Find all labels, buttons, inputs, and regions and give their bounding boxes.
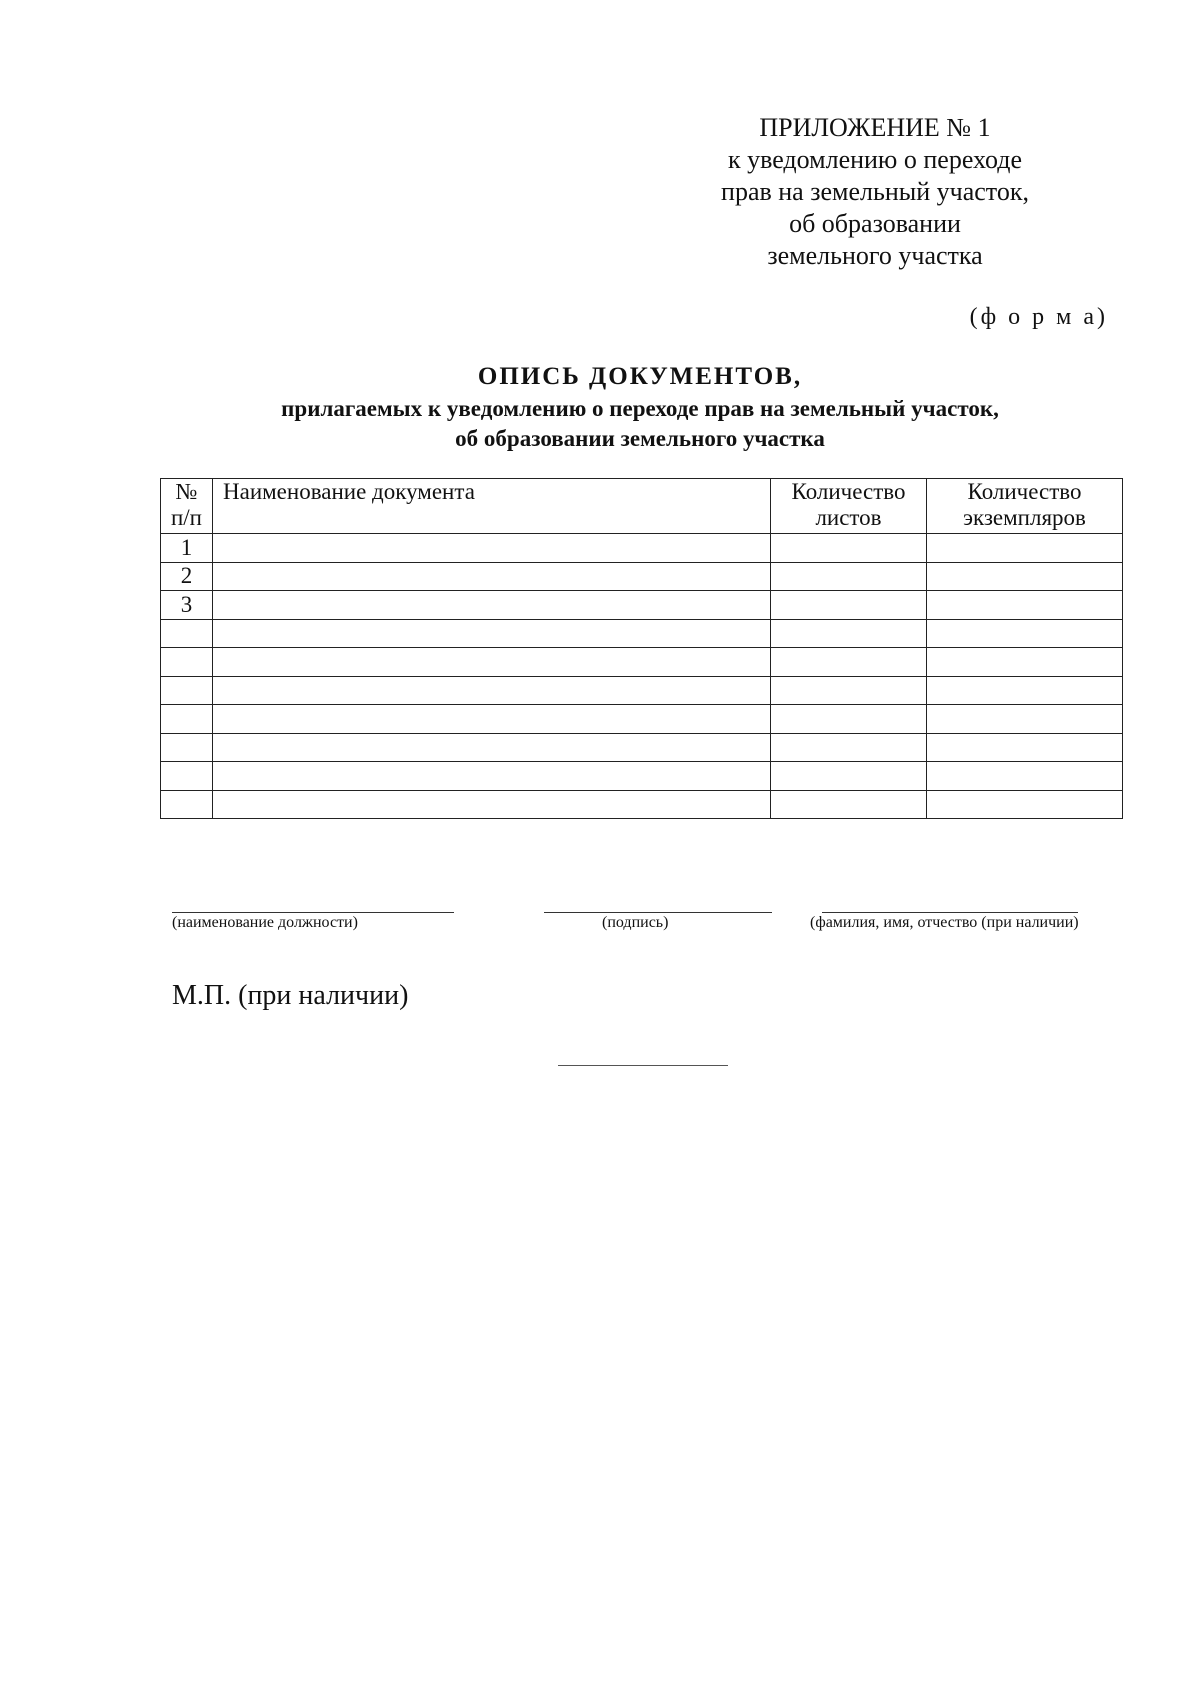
table-cell[interactable] xyxy=(927,534,1123,563)
table-row xyxy=(161,790,1123,819)
table-cell[interactable] xyxy=(927,591,1123,620)
document-heading xyxy=(160,360,1120,454)
table-cell[interactable] xyxy=(213,733,771,762)
appendix-line: к уведомлению о переходе xyxy=(727,145,1023,174)
column-header-number xyxy=(161,479,213,534)
table-row xyxy=(161,762,1123,791)
full-name-caption: (фамилия, имя, отчество (при наличии) xyxy=(810,914,1079,931)
row-number-cell[interactable] xyxy=(161,762,213,791)
row-number-cell[interactable] xyxy=(161,676,213,705)
column-header-line: № xyxy=(175,479,198,504)
column-header-document-name xyxy=(213,479,771,534)
appendix-line: ПРИЛОЖЕНИЕ № 1 xyxy=(759,113,991,142)
table-cell[interactable] xyxy=(771,705,927,734)
table-cell[interactable] xyxy=(927,762,1123,791)
table-cell[interactable] xyxy=(927,705,1123,734)
full-name-signature-line xyxy=(822,912,1078,913)
table-cell[interactable] xyxy=(213,762,771,791)
row-number-cell[interactable]: 2 xyxy=(161,562,213,591)
document-subtitle-line: прилагаемых к уведомлению о переходе прав на земельный участок, xyxy=(281,396,999,421)
row-number-cell[interactable]: 3 xyxy=(161,591,213,620)
table-cell[interactable] xyxy=(213,790,771,819)
row-number-cell[interactable] xyxy=(161,619,213,648)
row-number-cell[interactable] xyxy=(161,733,213,762)
signature-caption: (подпись) xyxy=(602,914,669,931)
table-cell[interactable] xyxy=(927,676,1123,705)
table-header-row xyxy=(161,479,1123,534)
table-cell[interactable] xyxy=(213,648,771,677)
table-cell[interactable] xyxy=(213,705,771,734)
column-header-line: п/п xyxy=(170,505,202,530)
form-label: (ф о р м а) xyxy=(969,304,1108,330)
table-cell[interactable] xyxy=(771,562,927,591)
table-row xyxy=(161,619,1123,648)
table-cell[interactable] xyxy=(771,676,927,705)
appendix-line: прав на земельный участок, xyxy=(721,177,1029,206)
column-header-line: Количество xyxy=(791,479,906,504)
table-cell[interactable] xyxy=(927,790,1123,819)
table-row xyxy=(161,534,1123,563)
column-header-line: экземпляров xyxy=(963,505,1086,530)
position-signature-line xyxy=(172,912,454,913)
column-header-line: Количество xyxy=(967,479,1082,504)
document-subtitle-line: об образовании земельного участка xyxy=(455,426,825,451)
table-cell[interactable] xyxy=(213,619,771,648)
documents-table xyxy=(160,478,1123,819)
table-cell[interactable] xyxy=(771,648,927,677)
table-cell[interactable] xyxy=(771,591,927,620)
table-cell[interactable] xyxy=(927,733,1123,762)
table-cell[interactable] xyxy=(927,562,1123,591)
stamp-placeholder: М.П. (при наличии) xyxy=(172,980,409,1011)
column-header-line: Наименование документа xyxy=(223,479,475,504)
table-row xyxy=(161,676,1123,705)
table-cell[interactable] xyxy=(771,619,927,648)
table-cell[interactable] xyxy=(927,648,1123,677)
signature-line xyxy=(544,912,772,913)
row-number-cell[interactable] xyxy=(161,648,213,677)
table-row xyxy=(161,562,1123,591)
appendix-line: об образовании xyxy=(789,209,961,238)
position-caption: (наименование должности) xyxy=(172,914,358,931)
table-body xyxy=(161,534,1123,819)
column-header-sheet-count xyxy=(771,479,927,534)
table-cell[interactable] xyxy=(213,676,771,705)
table-cell[interactable] xyxy=(213,534,771,563)
table-cell[interactable] xyxy=(213,562,771,591)
table-row xyxy=(161,591,1123,620)
table-row xyxy=(161,705,1123,734)
column-header-line: листов xyxy=(815,505,882,530)
table-cell[interactable] xyxy=(213,591,771,620)
table-cell[interactable] xyxy=(771,534,927,563)
table-cell[interactable] xyxy=(771,733,927,762)
row-number-cell[interactable]: 1 xyxy=(161,534,213,563)
table-row xyxy=(161,648,1123,677)
end-separator-line xyxy=(558,1065,728,1066)
row-number-cell[interactable] xyxy=(161,790,213,819)
table-row xyxy=(161,733,1123,762)
table-cell[interactable] xyxy=(927,619,1123,648)
column-header-copy-count xyxy=(927,479,1123,534)
table-cell[interactable] xyxy=(771,762,927,791)
appendix-block xyxy=(680,112,1070,272)
document-title: ОПИСЬ ДОКУМЕНТОВ, xyxy=(477,363,803,390)
table-cell[interactable] xyxy=(771,790,927,819)
appendix-line: земельного участка xyxy=(767,241,983,270)
row-number-cell[interactable] xyxy=(161,705,213,734)
